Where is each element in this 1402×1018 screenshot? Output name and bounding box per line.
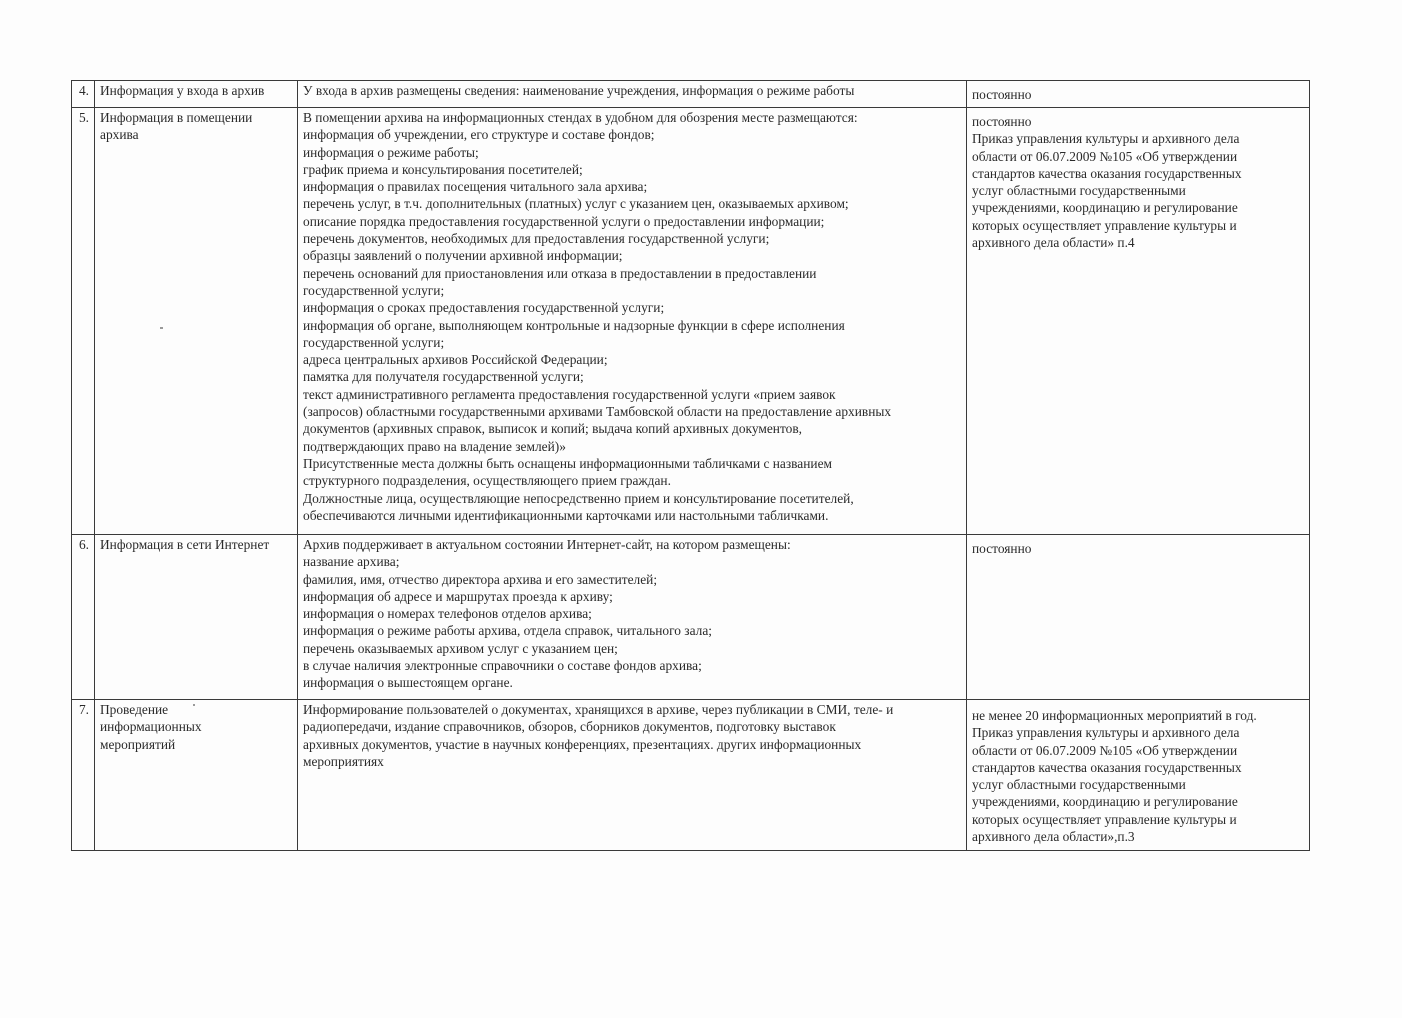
text-line: В помещении архива на информационных стендах в удобном для обозрения месте размещаются: — [303, 110, 858, 125]
row-number-text: 6. — [78, 537, 89, 552]
text-line: название архива; — [303, 554, 400, 570]
text-line: архивного дела области»,п.3 — [972, 829, 1135, 845]
text-line: в случае наличия электронные справочники о составе фондов архива; — [303, 658, 702, 674]
text-line: У входа в архив размещены сведения: наименование учреждения, информация о режиме работы — [303, 83, 855, 98]
text-line: перечень оказываемых архивом услуг с указанием цен; — [303, 640, 618, 656]
text-line: области от 06.07.2009 №105 «Об утверждении — [972, 148, 1238, 164]
text-line: фамилия, имя, отчество директора архива и его заместителей; — [303, 571, 658, 587]
text-line: Должностные лица, осуществляющие непосредственно прием и консультирование посетителей, — [303, 490, 854, 506]
text-line: информация о режиме работы; — [303, 144, 479, 160]
text-line: Информация у входа в архив — [100, 83, 265, 98]
text-line: радиопередачи, издание справочников, обзоров, сборников документов, подготовку выставок — [303, 719, 836, 735]
text-line: стандартов качества оказания государственных — [972, 759, 1242, 775]
text-line: Информация в помещении — [100, 110, 253, 125]
text-line: Присутственные места должны быть оснащены информационными табличками с названием — [303, 455, 833, 471]
text-line: услуг областными государственными — [972, 183, 1186, 199]
text-line: текст административного регламента предоставления государственной услуги «прием заявок — [303, 386, 836, 402]
row-term — [967, 700, 1310, 851]
text-line: информация об органе, выполняющем контрольные и надзорные функции в сфере исполнения — [303, 317, 845, 333]
text-line: информация о режиме работы архива, отдела справок, читального зала; — [303, 623, 713, 639]
text-line: образцы заявлений о получении архивной информации; — [303, 248, 623, 264]
text-line: которых осуществляет управление культуры и — [972, 811, 1237, 827]
text-line: адреса центральных архивов Российской Федерации; — [303, 352, 608, 368]
text-line: подтверждающих право на владение землей)» — [303, 438, 566, 454]
row-title — [95, 535, 298, 700]
text-line: мероприятиях — [303, 753, 384, 769]
table-row — [72, 700, 1310, 851]
text-line: архивных документов, участие в научных конференциях, презентациях. других информационных — [303, 736, 862, 752]
text-line: Приказ управления культуры и архивного дела — [972, 725, 1240, 741]
text-line: не менее 20 информационных мероприятий в год. — [972, 708, 1257, 723]
text-line: Проведение — [100, 702, 169, 717]
text-line: стандартов качества оказания государственных — [972, 165, 1242, 181]
text-line: области от 06.07.2009 №105 «Об утверждении — [972, 742, 1238, 758]
text-line: учреждениями, координацию и регулирование — [972, 200, 1238, 216]
text-line: перечень услуг, в т.ч. дополнительных (платных) услуг с указанием цен, оказываемых архивом; — [303, 196, 849, 212]
row-title — [95, 81, 298, 108]
text-line: график приема и консультирования посетителей; — [303, 161, 583, 177]
text-line: документов (архивных справок, выписок и копий; выдача копий архивных документов, — [303, 421, 803, 437]
row-title — [95, 108, 298, 535]
text-line: Информация в сети Интернет — [100, 537, 270, 552]
text-line: постоянно — [972, 114, 1032, 129]
text-line: учреждениями, координацию и регулирование — [972, 794, 1238, 810]
text-line: информация об учреждении, его структуре и составе фондов; — [303, 127, 655, 143]
text-line: информационных — [100, 719, 202, 735]
text-line: архива — [100, 127, 139, 143]
text-line: государственной услуги; — [303, 334, 445, 350]
row-content — [298, 81, 967, 108]
text-line: Информирование пользователей о документах, хранящихся в архиве, через публикации в СМИ, теле- и — [303, 702, 894, 717]
row-term — [967, 108, 1310, 535]
row-number — [72, 700, 95, 851]
row-number-text: 4. — [78, 83, 89, 98]
text-line: информация о правилах посещения читального зала архива; — [303, 179, 648, 195]
text-line: услуг областными государственными — [972, 777, 1186, 793]
text-line: перечень оснований для приостановления или отказа в предоставлении в предоставлении — [303, 265, 817, 281]
row-number — [72, 81, 95, 108]
row-term — [967, 81, 1310, 108]
text-line: Архив поддерживает в актуальном состоянии Интернет-сайт, на котором размещены: — [303, 537, 791, 552]
text-line: государственной услуги; — [303, 282, 445, 298]
row-content — [298, 108, 967, 535]
text-line: (запросов) областными государственными архивами Тамбовской области на предоставление архивных — [303, 404, 892, 420]
text-line: информация о сроках предоставления государственной услуги; — [303, 300, 665, 316]
text-line: архивного дела области» п.4 — [972, 235, 1135, 251]
row-content — [298, 700, 967, 851]
text-line: памятка для получателя государственной услуги; — [303, 369, 584, 385]
text-line: постоянно — [972, 87, 1032, 102]
text-line: обеспечиваются личными идентификационными карточками или настольными табличками. — [303, 507, 829, 523]
text-line: информация об адресе и маршрутах проезда к архиву; — [303, 588, 613, 604]
text-line: Приказ управления культуры и архивного дела — [972, 131, 1240, 147]
text-line: информация о номерах телефонов отделов архива; — [303, 606, 592, 622]
row-number — [72, 108, 95, 535]
text-line: мероприятий — [100, 736, 176, 752]
text-line: описание порядка предоставления государственной услуги о предоставлении информации; — [303, 213, 825, 229]
text-line: постоянно — [972, 541, 1032, 556]
text-line: структурного подразделения, осуществляющего прием граждан. — [303, 473, 671, 489]
table-row — [72, 535, 1310, 700]
row-number-text: 7. — [78, 702, 89, 717]
text-line: которых осуществляет управление культуры и — [972, 217, 1237, 233]
text-line: информация о вышестоящем органе. — [303, 675, 513, 691]
row-term — [967, 535, 1310, 700]
table-row — [72, 81, 1310, 108]
row-title — [95, 700, 298, 851]
services-info-table — [71, 80, 1310, 851]
row-number-text: 5. — [78, 110, 89, 125]
row-content — [298, 535, 967, 700]
row-number — [72, 535, 95, 700]
text-line: перечень документов, необходимых для предоставления государственной услуги; — [303, 231, 770, 247]
table-row — [72, 108, 1310, 535]
